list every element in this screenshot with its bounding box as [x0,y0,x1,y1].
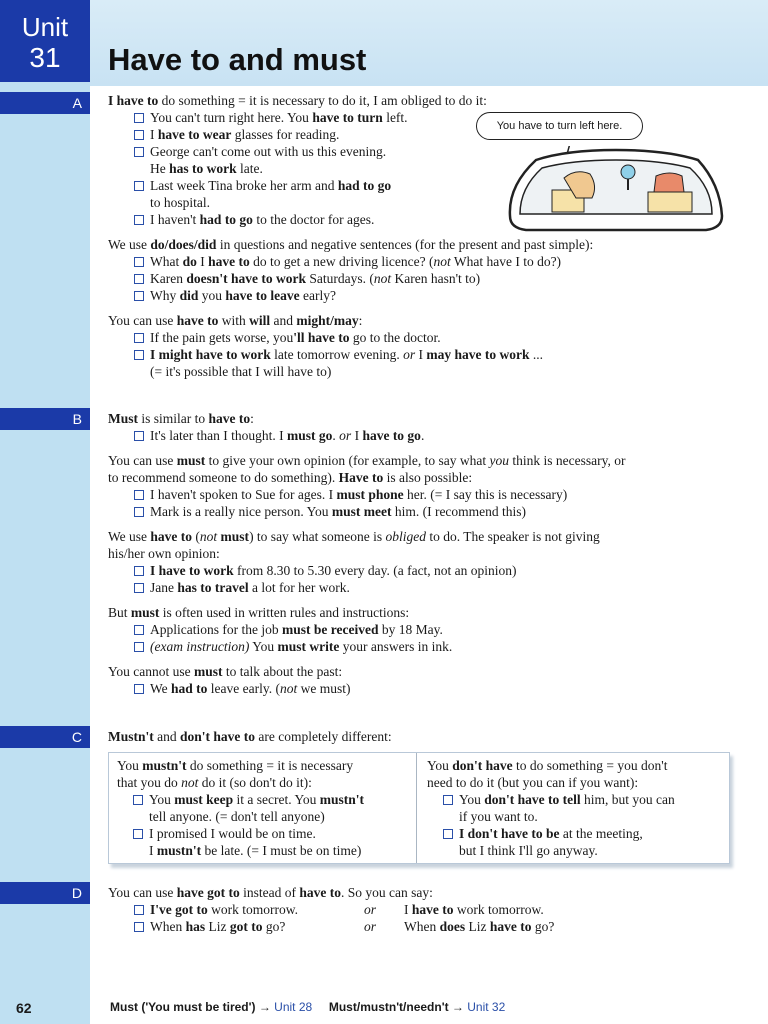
paragraph: We use have to (not must) to say what someone is obliged to do. The speaker is not giving [108,529,600,544]
list-item: I have to work from 8.30 to 5.30 every day. (a fact, not an opinion) [134,562,748,579]
unit-32-link[interactable]: Unit 32 [467,1000,506,1014]
car-illustration [506,146,728,236]
cross-references: Must ('You must be tired') → Unit 28 Must/mustn't/needn't → Unit 32 [110,1000,506,1014]
list-item: You must keep it a secret. You mustn't [133,791,413,808]
list-item: I haven't had to go to the doctor for ages. [134,211,748,228]
page-number: 62 [16,1000,32,1016]
list-item: When has Liz got to go? or When does Liz have to go? [134,918,748,935]
dont-have-to-column: You don't have to do something = you don't need to do it (but you can if you want): You don't have to tell him, but you can if you want to. I don't have to be at the meeting, but I think I'll go anyway. [427,757,725,859]
paragraph: You can use have got to instead of have to. So you can say: [108,885,433,900]
paragraph: We use do/does/did in questions and negative sentences (for the present and past simple): [108,237,594,252]
list-item: You can't turn right here. You have to turn left. [134,109,748,126]
paragraph: You can use have to with will and might/may: [108,313,363,328]
paragraph: You can use must to give your own opinion (for example, to say what you think is necessary, or [108,453,626,468]
list-item: You don't have to tell him, but you can [443,791,725,808]
list-item: What do I have to do to get a new driving licence? (not What have I to do?) [134,253,748,270]
mustnt-column: You mustn't do something = it is necessary that you do not do it (so don't do it): You must keep it a secret. You mustn't tell anyone. (= don't tell anyone) I promised I would be on time. I mustn't be late. (= I must be on time) [117,757,413,859]
list-item: I haven't spoken to Sue for ages. I must phone her. (= I say this is necessary) [134,486,748,503]
list-item: It's later than I thought. I must go. or I have to go. [134,427,748,444]
paragraph: Mustn't and don't have to are completely different: [108,729,392,744]
section-b [108,410,748,697]
section-tab-a: A [0,92,90,114]
list-item: I don't have to be at the meeting, [443,825,725,842]
unit-28-link[interactable]: Unit 28 [274,1000,313,1014]
paragraph: I have to do something = it is necessary to do it, I am obliged to do it: [108,93,487,108]
paragraph: But must is often used in written rules and instructions: [108,605,410,620]
list-item: Why did you have to leave early? [134,287,748,304]
paragraph: Must is similar to have to: [108,411,254,426]
list-item: We had to leave early. (not we must) [134,680,748,697]
column-divider [416,753,417,863]
section-tab-b: B [0,408,90,430]
sidebar [0,0,90,1024]
paragraph: his/her own opinion: [108,546,220,561]
section-a [108,92,748,380]
section-tab-c: C [0,726,90,748]
list-item: George can't come out with us this evening. [134,143,748,160]
speech-bubble: You have to turn left here. [476,112,643,140]
list-item: Mark is a really nice person. You must meet him. (I recommend this) [134,503,748,520]
list-item: I promised I would be on time. [133,825,413,842]
list-item: (exam instruction) You must write your answers in ink. [134,638,748,655]
list-item: I have to wear glasses for reading. [134,126,748,143]
list-item: Jane has to travel a lot for her work. [134,579,748,596]
comparison-box [108,752,730,864]
list-item: Karen doesn't have to work Saturdays. (not Karen hasn't to) [134,270,748,287]
page-title: Have to and must [108,42,367,77]
list-item-continued: (= it's possible that I will have to) [150,364,332,379]
list-item: Last week Tina broke her arm and had to go [134,177,748,194]
section-d [108,884,748,935]
section-tab-d: D [0,882,90,904]
paragraph: You cannot use must to talk about the past: [108,664,343,679]
unit-label: Unit [21,12,69,42]
unit-number: 31 [29,42,61,73]
list-item: If the pain gets worse, you'll have to go to the doctor. [134,329,748,346]
list-item: I might have to work late tomorrow evening. or I may have to work ... [134,346,748,363]
list-item-continued: He has to work late. [150,161,263,176]
paragraph: to recommend someone to do something). Have to is also possible: [108,470,473,485]
list-item: I've got to work tomorrow. or I have to work tomorrow. [134,901,748,918]
section-c-intro [108,728,748,745]
unit-badge [0,0,90,82]
list-item: Applications for the job must be received by 18 May. [134,621,748,638]
list-item-continued: to hospital. [150,195,210,210]
